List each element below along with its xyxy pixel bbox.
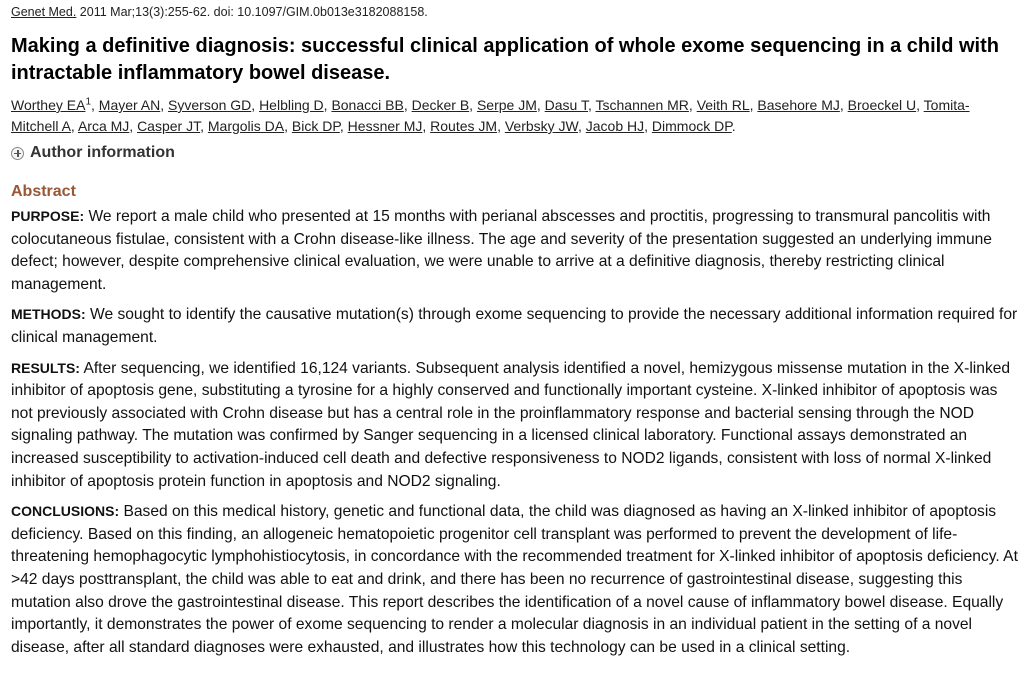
author-link[interactable]: Dasu T — [544, 97, 588, 113]
author-link[interactable]: Tschannen MR — [595, 97, 689, 113]
author-link[interactable]: Bick DP — [291, 118, 340, 134]
abstract-section-conclusions — [11, 500, 1019, 659]
citation-details: 2011 Mar;13(3):255-62. doi: 10.1097/GIM.0b013e3182088158. — [76, 5, 428, 19]
author-link[interactable]: Basehore MJ — [757, 97, 840, 113]
expand-plus-icon[interactable] — [11, 147, 24, 160]
abstract-section-purpose — [11, 205, 1019, 296]
abstract-heading: Abstract — [11, 183, 76, 200]
citation-line — [11, 5, 428, 19]
article-title: Making a definitive diagnosis: successful clinical application of whole exome sequencing in a child with intractable inflammatory bowel disease. — [11, 35, 999, 84]
author-link[interactable]: Bonacci BB — [331, 97, 404, 113]
author-link[interactable]: Worthey EA — [11, 97, 86, 113]
author-list: Worthey $EA^1$, Mayer AN, Syverson GD, Helbling D, Bonacci BB, Decker B, Serpe JM, Dasu T, Tschannen MR, Veith RL, Basehore MJ, Broeckel U, Tomita-Mitchell A, Arca MJ, Casper JT, Margolis DA, Bick DP, Hessner MJ, Routes JM, Verbsky JW, Jacob HJ, Dimmock DP. — [11, 96, 970, 134]
section-label: RESULTS: — [11, 359, 80, 376]
section-label: METHODS: — [11, 306, 86, 323]
author-link[interactable]: Mayer AN — [98, 97, 161, 113]
author-link[interactable]: Syverson GD — [168, 97, 252, 113]
author-link[interactable]: Verbsky JW — [504, 118, 578, 134]
journal-link[interactable]: Genet Med. — [11, 5, 77, 19]
author-link[interactable]: Jacob HJ — [585, 118, 645, 134]
abstract-body — [11, 205, 1019, 666]
author-link[interactable]: Dimmock DP — [651, 118, 732, 134]
author-link[interactable]: Hessner MJ — [347, 118, 423, 134]
author-information-label: Author information — [30, 144, 175, 161]
section-label: PURPOSE: — [11, 208, 85, 224]
author-link[interactable]: Helbling D — [259, 97, 324, 113]
abstract-section-methods — [11, 303, 1019, 349]
section-text: We sought to identify the causative mutation(s) through exome sequencing to provide the necessary additional information required for clinical management. — [11, 306, 1018, 346]
author-information-toggle[interactable] — [11, 144, 175, 162]
abstract-section-results — [11, 357, 1019, 494]
section-text: After sequencing, we identified 16,124 variants. Subsequent analysis identified a novel, hemizygous missense mutation in the X-linked inhibitor of apoptosis gene, substituting a tyrosine for a highly conserved and functionally important cysteine. X-linked inhibitor of apoptosis was not previously associated with Crohn disease but has a central role in the proinflammatory response and bacterial sensing through the NOD signaling pathway. The mutation was confirmed by Sanger sequencing in a licensed clinical laboratory. Functional assays demonstrated an increased susceptibility to activation-induced cell death and defective responsiveness to NOD2 ligands, consistent with loss of normal X-linked inhibitor of apoptosis protein function in apoptosis and NOD2 signaling. — [11, 359, 1011, 490]
author-link[interactable]: Tomita-Mitchell A — [11, 97, 970, 134]
author-link[interactable]: Arca MJ — [77, 118, 130, 134]
author-affiliation-marker: 1 — [85, 96, 91, 108]
author-link[interactable]: Decker B — [411, 97, 470, 113]
section-label: CONCLUSIONS: — [11, 503, 120, 520]
author-link[interactable]: Veith RL — [696, 97, 750, 113]
section-text: Based on this medical history, genetic and functional data, the child was diagnosed as having an X-linked inhibitor of apoptosis deficiency. Based on this finding, an allogeneic hematopoietic progenitor cell transplant was performed to prevent the development of life-threatening hemophagocytic lymphohistiocytosis, in concordance with the recommended treatment for X-linked inhibitor of apoptosis deficiency. At >42 days posttransplant, the child was able to eat and drink, and there has been no recurrence of gastrointestinal disease, suggesting this mutation also drove the gastrointestinal disease. This report describes the identification of a novel cause of inflammatory bowel disease. Equally importantly, it demonstrates the power of exome sequencing to render a molecular diagnosis in an individual patient in the setting of a novel disease, after all standard diagnoses were exhausted, and illustrates how this technology can be used in a clinical setting. — [11, 503, 1018, 656]
author-link[interactable]: Serpe JM — [476, 97, 537, 113]
author-link[interactable]: Routes JM — [430, 118, 498, 134]
section-text: We report a male child who presented at 15 months with perianal abscesses and proctitis, progressing to transmural pancolitis with colocutaneous fistulae, consistent with a Crohn disease-like illness. The age and severity of the presentation suggested an underlying immune defect; however, despite comprehensive clinical evaluation, we were unable to arrive at a definitive diagnosis, thereby restricting clinical management. — [11, 208, 992, 293]
author-link[interactable]: Casper JT — [137, 118, 201, 134]
author-link[interactable]: Margolis DA — [207, 118, 285, 134]
author-link[interactable]: Broeckel U — [847, 97, 917, 113]
